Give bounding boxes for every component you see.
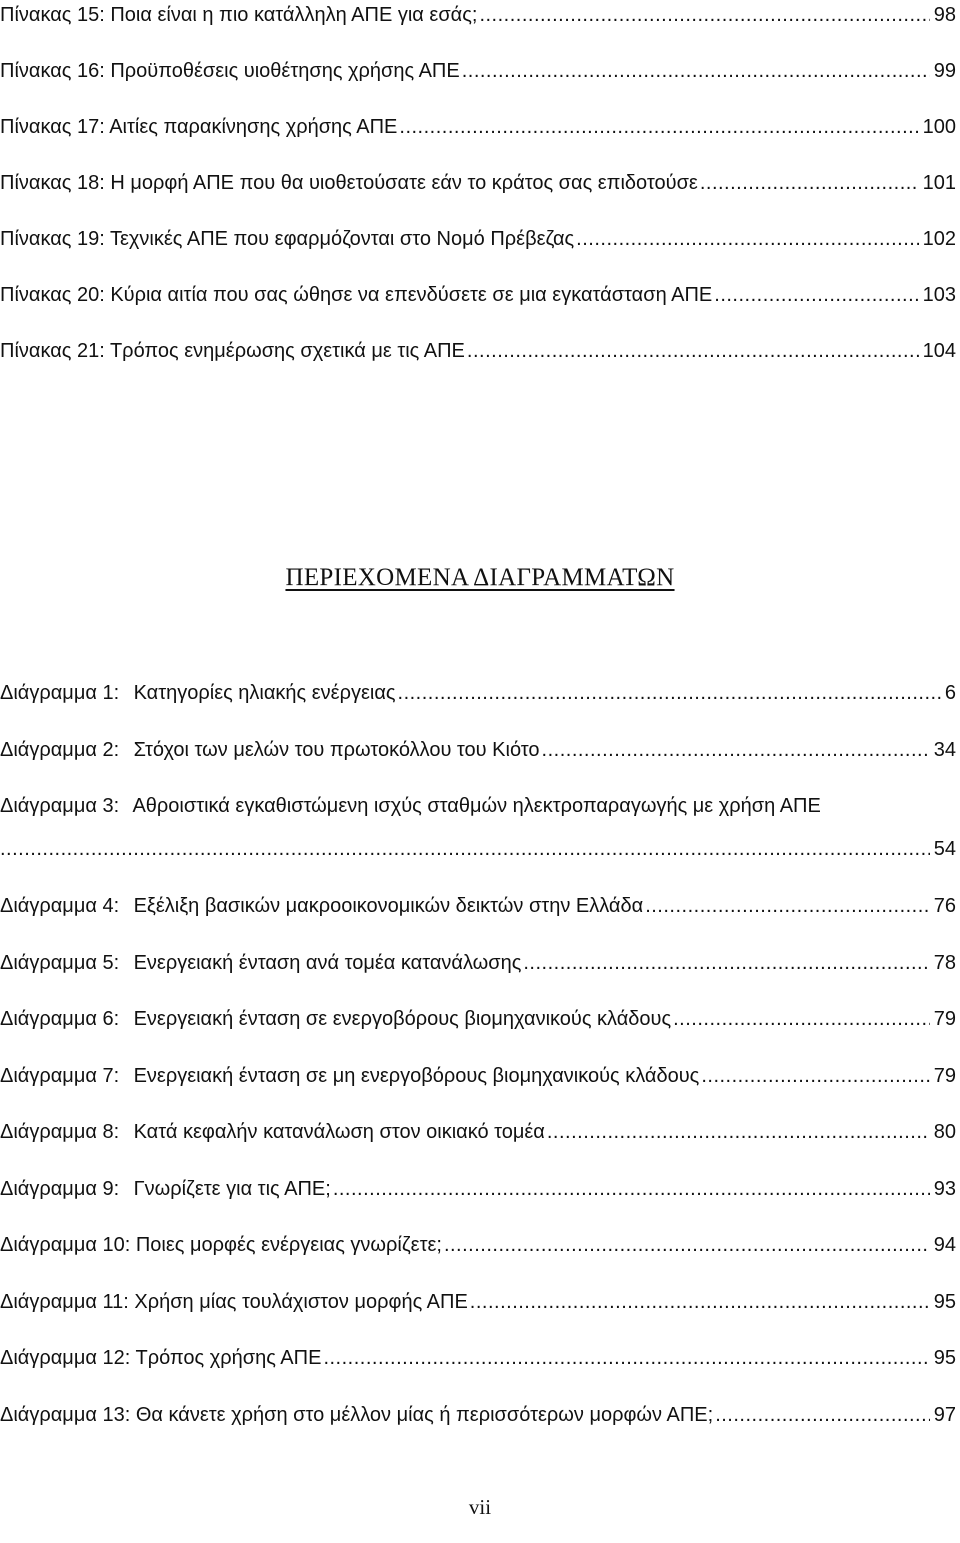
toc-entry-label: Διάγραμμα 8: bbox=[0, 1121, 120, 1143]
toc-page-number: 94 bbox=[933, 1234, 956, 1256]
dot-leader bbox=[701, 1061, 929, 1091]
toc-entry-label: Πίνακας 16: bbox=[0, 60, 105, 82]
toc-page-number: 103 bbox=[922, 284, 956, 306]
toc-page-number: 76 bbox=[933, 895, 956, 917]
toc-entry-diagram-8 bbox=[0, 1117, 956, 1147]
toc-entry-diagram-12 bbox=[0, 1343, 956, 1373]
toc-page-number: 80 bbox=[933, 1121, 956, 1143]
toc-entry-text bbox=[0, 0, 477, 30]
toc-entry-diagram-11 bbox=[0, 1287, 956, 1317]
toc-page-number: 95 bbox=[933, 1347, 956, 1369]
dot-leader bbox=[333, 1174, 930, 1204]
toc-entry-diagram-7 bbox=[0, 1061, 956, 1091]
toc-entry-table-19 bbox=[0, 224, 956, 254]
toc-entry-diagram-13 bbox=[0, 1400, 956, 1430]
toc-page-number: 104 bbox=[922, 340, 956, 362]
toc-entry-label: Διάγραμμα 1: bbox=[0, 682, 120, 704]
toc-entry-label: Διάγραμμα 11: bbox=[0, 1291, 129, 1313]
dot-leader bbox=[479, 0, 929, 30]
toc-entry-label: Πίνακας 18: bbox=[0, 172, 105, 194]
toc-entry-text bbox=[0, 56, 460, 86]
toc-entry-label: Διάγραμμα 5: bbox=[0, 952, 120, 974]
dot-leader bbox=[462, 56, 930, 86]
toc-entry-diagram-2 bbox=[0, 735, 956, 765]
toc-entry-title: Τρόπος ενημέρωσης σχετικά με τις ΑΠΕ bbox=[109, 340, 465, 362]
dot-leader bbox=[467, 336, 919, 366]
toc-entry-text bbox=[0, 1004, 671, 1034]
toc-entry-title: Αθροιστικά εγκαθιστώμενη ισχύς σταθμών ηλεκτροπαραγωγής με χρήση ΑΠΕ bbox=[132, 795, 821, 817]
dot-leader bbox=[542, 735, 930, 765]
toc-entry-title: Ποιες μορφές ενέργειας γνωρίζετε; bbox=[135, 1234, 442, 1256]
toc-entry-text bbox=[0, 1287, 468, 1317]
toc-page-number: 101 bbox=[922, 172, 956, 194]
dot-leader bbox=[323, 1343, 929, 1373]
dot-leader bbox=[0, 834, 930, 864]
toc-entry-title: Τρόπος χρήσης ΑΠΕ bbox=[135, 1347, 322, 1369]
toc-entry-text bbox=[0, 948, 521, 978]
toc-page-number: 100 bbox=[922, 116, 956, 138]
toc-entry-diagram-6 bbox=[0, 1004, 956, 1034]
toc-entry-title: Κύρια αιτία που σας ώθησε να επενδύσετε σε μια εγκατάσταση ΑΠΕ bbox=[110, 284, 713, 306]
toc-entry-title: Τεχνικές ΑΠΕ που εφαρμόζονται στο Νομό Πρέβεζας bbox=[109, 228, 575, 250]
footer-page-number: vii bbox=[468, 1495, 492, 1519]
toc-entry-table-20 bbox=[0, 280, 956, 310]
toc-entry-title: Κατηγορίες ηλιακής ενέργειας bbox=[133, 682, 396, 704]
toc-entry-diagram-10 bbox=[0, 1230, 956, 1260]
toc-entry-text bbox=[0, 1061, 699, 1091]
toc-entry-text bbox=[0, 336, 465, 366]
toc-entry-diagram-9 bbox=[0, 1174, 956, 1204]
toc-entry-label: Διάγραμμα 10: bbox=[0, 1234, 131, 1256]
toc-entry-label: Διάγραμμα 2: bbox=[0, 739, 120, 761]
toc-entry-text bbox=[0, 112, 397, 142]
toc-entry-label: Διάγραμμα 12: bbox=[0, 1347, 131, 1369]
section-title-diagrams: ΠΕΡΙΕΧΟΜΕΝΑ ΔΙΑΓΡΑΜΜΑΤΩΝ bbox=[285, 564, 675, 591]
toc-entry-label: Διάγραμμα 9: bbox=[0, 1178, 120, 1200]
toc-entry-label: Πίνακας 20: bbox=[0, 284, 105, 306]
dot-leader bbox=[576, 224, 918, 254]
toc-page-number: 79 bbox=[933, 1065, 956, 1087]
dot-leader bbox=[673, 1004, 930, 1034]
dot-leader bbox=[547, 1117, 930, 1147]
toc-page-number: 93 bbox=[933, 1178, 956, 1200]
toc-entry-title: Ποια είναι η πιο κατάλληλη ΑΠΕ για εσάς; bbox=[110, 4, 478, 26]
dot-leader bbox=[700, 168, 919, 198]
toc-entry-label: Διάγραμμα 6: bbox=[0, 1008, 120, 1030]
toc-page-number: 98 bbox=[933, 4, 956, 26]
dot-leader bbox=[398, 678, 941, 708]
toc-entry-text bbox=[0, 891, 643, 921]
toc-page-number: 78 bbox=[933, 952, 956, 974]
dot-leader bbox=[399, 112, 918, 142]
dot-leader bbox=[645, 891, 930, 921]
toc-entry-label: Πίνακας 17: bbox=[0, 116, 105, 138]
toc-entry-label: Διάγραμμα 7: bbox=[0, 1065, 120, 1087]
toc-entry-label: Διάγραμμα 13: bbox=[0, 1404, 131, 1426]
toc-entry-table-21 bbox=[0, 336, 956, 366]
dot-leader bbox=[444, 1230, 930, 1260]
toc-entry-title: Χρήση μίας τουλάχιστον μορφής ΑΠΕ bbox=[134, 1291, 468, 1313]
toc-entry-title: Ενεργειακή ένταση σε ενεργοβόρους βιομηχανικούς κλάδους bbox=[133, 1008, 672, 1030]
toc-entry-table-18 bbox=[0, 168, 956, 198]
toc-page-number: 54 bbox=[933, 838, 956, 860]
toc-entry-diagram-5 bbox=[0, 948, 956, 978]
toc-entry-title: Ενεργειακή ένταση σε μη ενεργοβόρους βιομηχανικούς κλάδους bbox=[133, 1065, 700, 1087]
toc-entry-title: Η μορφή ΑΠΕ που θα υιοθετούσατε εάν το κράτος σας επιδοτούσε bbox=[110, 172, 698, 194]
toc-entry-title: Ενεργειακή ένταση ανά τομέα κατανάλωσης bbox=[133, 952, 522, 974]
toc-page-number: 6 bbox=[944, 682, 956, 704]
toc-entry-text bbox=[0, 678, 396, 708]
toc-entry-text bbox=[0, 735, 540, 765]
toc-entry-label: Διάγραμμα 4: bbox=[0, 895, 120, 917]
toc-entry-label: Διάγραμμα 3: bbox=[0, 795, 120, 817]
toc-entry-label: Πίνακας 15: bbox=[0, 4, 105, 26]
toc-entry-title: Προϋποθέσεις υιοθέτησης χρήσης ΑΠΕ bbox=[110, 60, 460, 82]
toc-entry-title: Γνωρίζετε για τις ΑΠΕ; bbox=[133, 1178, 331, 1200]
toc-entry-diagram-3-title bbox=[0, 791, 956, 821]
toc-entry-text bbox=[0, 1117, 545, 1147]
toc-page-number: 95 bbox=[933, 1291, 956, 1313]
toc-entry-diagram-1 bbox=[0, 678, 956, 708]
toc-entry-diagram-4 bbox=[0, 891, 956, 921]
toc-entry-title: Θα κάνετε χρήση στο μέλλον μίας ή περισσότερων μορφών ΑΠΕ; bbox=[135, 1404, 714, 1426]
toc-entry-text bbox=[0, 1400, 713, 1430]
toc-entry-table-17 bbox=[0, 112, 956, 142]
toc-entry-title: Κατά κεφαλήν κατανάλωση στον οικιακό τομέα bbox=[133, 1121, 545, 1143]
toc-entry-text bbox=[0, 1174, 331, 1204]
toc-entry-text bbox=[0, 1343, 321, 1373]
toc-entry-text bbox=[0, 1230, 442, 1260]
toc-entry-title: Εξέλιξη βασικών μακροοικονομικών δεικτών στην Ελλάδα bbox=[133, 895, 644, 917]
toc-entry-label: Πίνακας 19: bbox=[0, 228, 105, 250]
toc-entry-text bbox=[0, 168, 698, 198]
toc-entry-text bbox=[0, 280, 712, 310]
toc-entry-label: Πίνακας 21: bbox=[0, 340, 105, 362]
toc-page-number: 99 bbox=[933, 60, 956, 82]
dot-leader bbox=[470, 1287, 930, 1317]
toc-entry-table-16 bbox=[0, 56, 956, 86]
toc-entry-title: Αιτίες παρακίνησης χρήσης ΑΠΕ bbox=[109, 116, 398, 138]
dot-leader bbox=[714, 280, 918, 310]
toc-entry-text bbox=[0, 224, 574, 254]
toc-page-number: 102 bbox=[922, 228, 956, 250]
toc-entry-title: Στόχοι των μελών του πρωτοκόλλου του Κιότο bbox=[133, 739, 540, 761]
dot-leader bbox=[523, 948, 929, 978]
toc-entry-table-15 bbox=[0, 0, 956, 30]
dot-leader bbox=[715, 1400, 930, 1430]
toc-page-number: 79 bbox=[933, 1008, 956, 1030]
toc-page-number: 34 bbox=[933, 739, 956, 761]
toc-entry-diagram-3-leader bbox=[0, 834, 956, 864]
toc-page-number: 97 bbox=[933, 1404, 956, 1426]
